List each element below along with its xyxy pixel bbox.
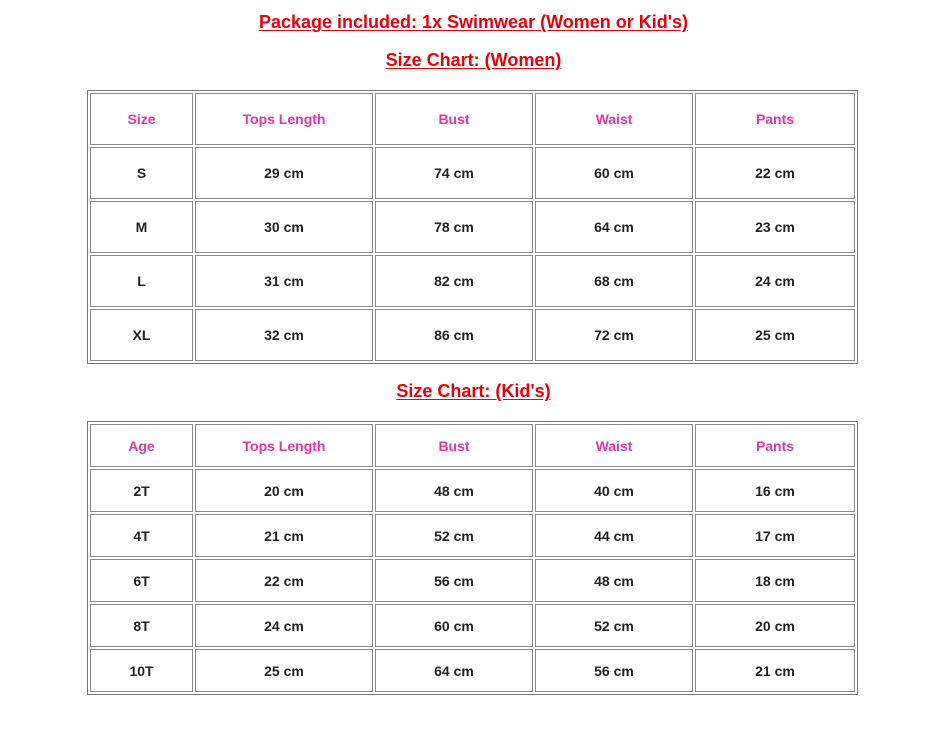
- kids-measure-cell: 56 cm: [375, 559, 533, 602]
- kids-measure-cell: 52 cm: [535, 604, 693, 647]
- women-column-header: Tops Length: [195, 93, 373, 145]
- women-size-table: [87, 90, 858, 364]
- women-measure-cell: 78 cm: [375, 201, 533, 253]
- women-table-body: [90, 93, 855, 361]
- kids-measure-cell: 21 cm: [695, 649, 855, 692]
- kids-column-header: Bust: [375, 424, 533, 467]
- kids-column-header: Pants: [695, 424, 855, 467]
- women-measure-cell: 64 cm: [535, 201, 693, 253]
- women-measure-cell: 68 cm: [535, 255, 693, 307]
- women-measure-cell: 24 cm: [695, 255, 855, 307]
- kids-measure-cell: 20 cm: [695, 604, 855, 647]
- kids-measure-cell: 64 cm: [375, 649, 533, 692]
- kids-column-header: Tops Length: [195, 424, 373, 467]
- kids-size-cell: 2T: [90, 469, 193, 512]
- women-measure-cell: 25 cm: [695, 309, 855, 361]
- women-measure-cell: 29 cm: [195, 147, 373, 199]
- women-measure-cell: 31 cm: [195, 255, 373, 307]
- kids-measure-cell: 21 cm: [195, 514, 373, 557]
- kids-measure-cell: 18 cm: [695, 559, 855, 602]
- kids-measure-cell: 52 cm: [375, 514, 533, 557]
- women-measure-cell: 32 cm: [195, 309, 373, 361]
- table-row: [90, 514, 855, 557]
- table-row: [90, 559, 855, 602]
- kids-size-cell: 10T: [90, 649, 193, 692]
- kids-measure-cell: 40 cm: [535, 469, 693, 512]
- kids-column-header: Waist: [535, 424, 693, 467]
- women-measure-cell: 74 cm: [375, 147, 533, 199]
- women-column-header: Pants: [695, 93, 855, 145]
- women-column-header: Size: [90, 93, 193, 145]
- women-column-header: Bust: [375, 93, 533, 145]
- table-row: [90, 147, 855, 199]
- kids-measure-cell: 17 cm: [695, 514, 855, 557]
- table-row: [90, 469, 855, 512]
- table-row: [90, 201, 855, 253]
- kids-measure-cell: 60 cm: [375, 604, 533, 647]
- kids-size-chart-title: Size Chart: (Kid's): [396, 381, 551, 401]
- kids-header-row: [90, 424, 855, 467]
- women-size-chart-title: Size Chart: (Women): [385, 50, 562, 70]
- kids-measure-cell: 48 cm: [535, 559, 693, 602]
- women-size-cell: XL: [90, 309, 193, 361]
- kids-table-body: [90, 424, 855, 692]
- women-header-row: [90, 93, 855, 145]
- table-row: [90, 649, 855, 692]
- women-size-cell: M: [90, 201, 193, 253]
- women-size-cell: S: [90, 147, 193, 199]
- women-measure-cell: 22 cm: [695, 147, 855, 199]
- women-measure-cell: 72 cm: [535, 309, 693, 361]
- women-measure-cell: 23 cm: [695, 201, 855, 253]
- package-included-heading: Package included: 1x Swimwear (Women or Kid's): [258, 12, 689, 32]
- women-measure-cell: 30 cm: [195, 201, 373, 253]
- kids-measure-cell: 25 cm: [195, 649, 373, 692]
- women-size-cell: L: [90, 255, 193, 307]
- kids-measure-cell: 24 cm: [195, 604, 373, 647]
- table-row: [90, 255, 855, 307]
- kids-column-header: Age: [90, 424, 193, 467]
- women-measure-cell: 82 cm: [375, 255, 533, 307]
- women-measure-cell: 86 cm: [375, 309, 533, 361]
- kids-measure-cell: 44 cm: [535, 514, 693, 557]
- kids-measure-cell: 16 cm: [695, 469, 855, 512]
- table-row: [90, 604, 855, 647]
- table-row: [90, 309, 855, 361]
- women-measure-cell: 60 cm: [535, 147, 693, 199]
- kids-size-table: [87, 421, 858, 695]
- kids-measure-cell: 48 cm: [375, 469, 533, 512]
- women-column-header: Waist: [535, 93, 693, 145]
- kids-measure-cell: 20 cm: [195, 469, 373, 512]
- kids-measure-cell: 56 cm: [535, 649, 693, 692]
- kids-measure-cell: 22 cm: [195, 559, 373, 602]
- kids-size-cell: 4T: [90, 514, 193, 557]
- kids-size-cell: 8T: [90, 604, 193, 647]
- kids-size-cell: 6T: [90, 559, 193, 602]
